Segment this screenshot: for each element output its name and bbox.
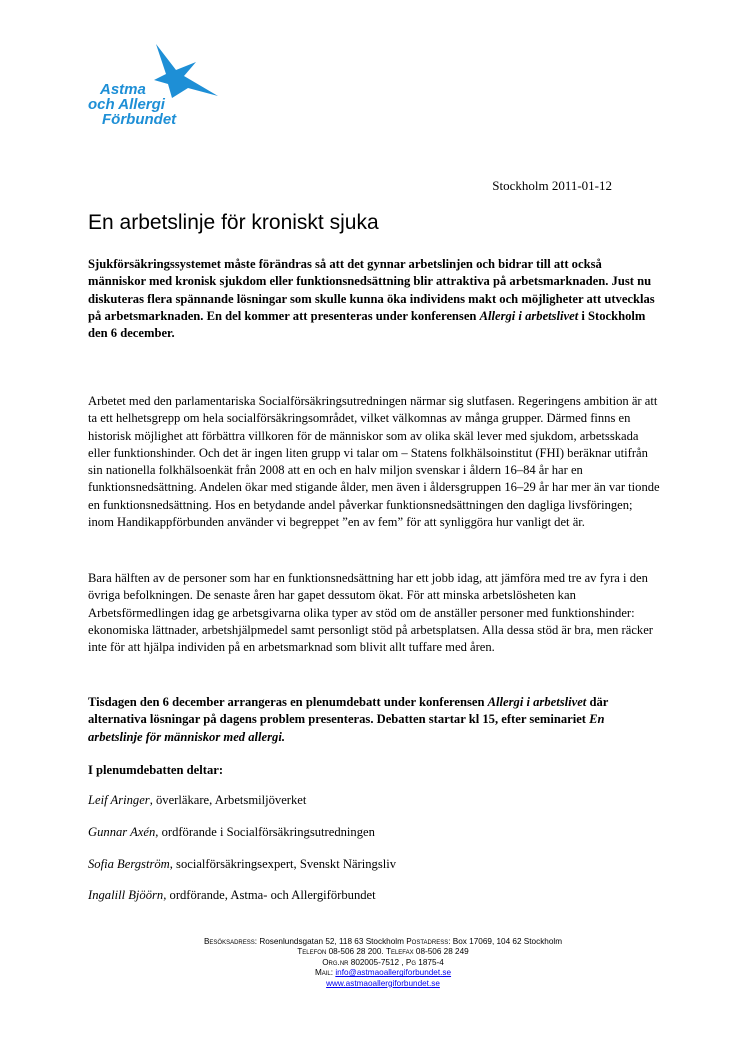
footer-web-line [88, 979, 678, 989]
logo-line-1: Astma [100, 81, 146, 98]
email-link[interactable]: info@astmaoallergiforbundet.se [335, 968, 452, 978]
p3-text-1: Tisdagen den 6 december arrangeras en plenumdebatt under konferensen [88, 695, 488, 709]
participant-item [88, 887, 660, 904]
participant-name: Gunnar Axén [88, 825, 156, 839]
plusgiro-label: Pg [405, 957, 417, 967]
organization-logo [88, 40, 228, 140]
lead-conference-name: Allergi i arbetslivet [479, 308, 579, 323]
lead-text-1: Sjukförsäkringssystemet måste förändras så att det gynnar arbetslinjen och bidrar till att också människor med kronisk sjukdom eller funktionsnedsättning blir attraktiva på arbetsmarknaden. Just nu diskuteras flera spännande lösningar som skulle kunna öka individens makt och möjligheter att utvecklas på arbetsmarknaden. En del kommer att presenteras under konferensen [88, 257, 655, 323]
paragraph-3 [88, 694, 660, 746]
footer-address-line [88, 937, 678, 947]
visit-address: Rosenlundsgatan 52, 118 63 Stockholm [257, 937, 407, 946]
participants-heading: I plenumdebatten deltar: [88, 763, 224, 777]
footer-org-line [88, 958, 678, 968]
website-link[interactable]: www.astmaoallergiforbundet.se [326, 978, 440, 988]
org-number-label: Org.nr [322, 957, 349, 967]
document-date: Stockholm 2011-01-12 [492, 178, 612, 193]
visit-address-label: Besöksadress: [203, 937, 258, 946]
participant-item [88, 856, 660, 873]
participant-role: , ordförande, Astma- och Allergiförbundet [163, 888, 376, 902]
participant-role: , överläkare, Arbetsmiljöverket [149, 793, 307, 807]
p3-conference-name: Allergi i arbetslivet [487, 695, 587, 709]
fax-number: 08-506 28 249 [413, 947, 469, 957]
p3-text-2: där alternativa lösningar på dagens problem presenteras. Debatten startar kl 15, efter seminariet [88, 695, 609, 727]
footer-contact [88, 937, 678, 989]
logo-line-3: Förbundet [102, 111, 177, 128]
paragraph-2: Bara hälften av de personer som har en funktionsnedsättning har ett jobb idag, att jämföra med tre av fyra i den övriga befolkningen. De senaste åren har gapet dessutom ökat. För att minska arbetslösheten kan Arbetsförmedlingen idag ge arbetsgivarna olika typer av stöd om de anställer personer med funktionshinder: ekonomiska lättnader, arbetshjälpmedel samt personligt stöd på arbetsplatsen. Alla dessa stöd är bra, men räcker inte för att hjälpa individen på en arbetsmarknad som blivit allt tuffare med åren. [88, 571, 653, 655]
lead-text-2: i Stockholm den 6 december. [88, 308, 646, 341]
participant-item [88, 824, 660, 841]
participant-role: , ordförande i Socialförsäkringsutredningen [155, 825, 375, 839]
plusgiro-number: 1875-4 [416, 957, 444, 967]
document-title: En arbetslinje för kroniskt sjuka [88, 211, 379, 234]
footer-phone-line [88, 947, 678, 957]
paragraph-1: Arbetet med den parlamentariska Socialförsäkringsutredningen närmar sig slutfasen. Regeringens ambition är att ta ett helhetsgrepp om hela socialförsäkringsområdet, vilket välkomnas av många grupper. Därmed finns en historisk möjlighet att förbättra villkoren för de människor som av olika skäl lever med sjukdom, arbetsskada eller funktionshinder. Och det är ingen liten grupp vi talar om – Statens folkhälsoinstitut (FHI) beräknar utifrån sin nationella folkhälsoenkät från 2008 att en och en halv miljon svenskar i åldern 16–84 år har en funktionsnedsättning. Andelen ökar med stigande ålder, men även i åldersgruppen 16–29 år har mer än var tionde en funktionsnedsättning. Hos en betydande andel påverkar funktionsnedsättningen den dagliga livsföringen; inom Handikappförbunden använder vi begreppet ”en av fem” för att synliggöra hur vanligt det är. [88, 394, 660, 530]
participant-name: Sofia Bergström [88, 857, 170, 871]
phone-number: 08-506 28 200. [326, 947, 386, 957]
participant-role: , socialförsäkringsexpert, Svenskt Näringsliv [169, 857, 397, 871]
participant-name: Ingalill Bjöörn [88, 888, 164, 902]
fax-label: Telefax [385, 947, 414, 957]
post-address-label: Postadress: [406, 937, 451, 946]
logo-line-2: och Allergi [88, 96, 165, 113]
post-address: Box 17069, 104 62 Stockholm [450, 937, 563, 946]
p3-seminar-name: En arbetslinje för människor med allergi. [88, 712, 605, 744]
footer-mail-line [88, 968, 678, 978]
mail-label: Mail: [314, 968, 334, 978]
org-number: 802005-7512 , [348, 957, 406, 967]
participant-name: Leif Aringer [88, 793, 150, 807]
phone-label: Telefon [297, 947, 327, 957]
participant-item [88, 792, 660, 809]
lead-paragraph [88, 256, 660, 342]
